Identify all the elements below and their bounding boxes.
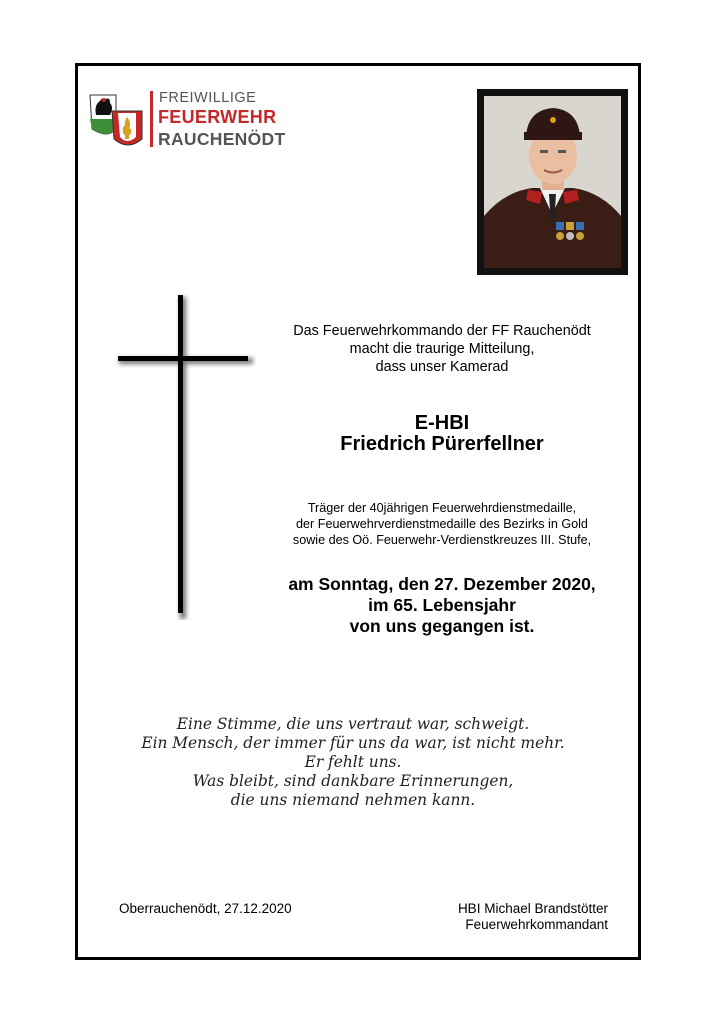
death-notice <box>264 574 620 637</box>
intro-line: Das Feuerwehrkommando der FF Rauchenödt <box>293 323 591 339</box>
portrait-image <box>484 96 621 268</box>
honors-text <box>264 500 620 548</box>
coat-of-arms-icon <box>88 89 144 151</box>
signature-block <box>458 901 608 933</box>
poem-line: Was bleibt, sind dankbare Erinnerungen, <box>192 772 514 790</box>
poem-line: Eine Stimme, die uns vertraut war, schweigt. <box>176 715 530 733</box>
intro-line: macht die traurige Mitteilung, <box>349 341 535 357</box>
deceased-rank: E-HBI <box>414 412 470 434</box>
signature-title: Feuerwehrkommandant <box>465 917 608 932</box>
poem-line: die uns niemand nehmen kann. <box>230 791 476 809</box>
logo-text-freiwillige: FREIWILLIGE <box>159 90 257 106</box>
logo-text-rauchenoedt: RAUCHENÖDT <box>158 129 286 149</box>
honors-line: Träger der 40jährigen Feuerwehrdienstmedaille, <box>307 501 577 515</box>
portrait-photo <box>477 89 628 275</box>
signature-name: HBI Michael Brandstötter <box>457 901 608 916</box>
death-line: am Sonntag, den 27. Dezember 2020, <box>288 574 596 594</box>
poem-line: Er fehlt uns. <box>304 753 402 771</box>
honors-line: der Feuerwehrverdienstmedaille des Bezirks in Gold <box>296 517 588 531</box>
deceased-name: Friedrich Pürerfellner <box>340 433 544 455</box>
intro-line: dass unser Kamerad <box>375 359 509 375</box>
logo-text-feuerwehr: FEUERWEHR <box>158 107 277 127</box>
intro-text <box>264 322 620 376</box>
logo-divider <box>150 91 153 147</box>
death-line: von uns gegangen ist. <box>349 616 535 636</box>
poem-line: Ein Mensch, der immer für uns da war, ist nicht mehr. <box>141 734 565 752</box>
memorial-poem <box>120 715 586 810</box>
fire-brigade-logo <box>88 89 298 151</box>
death-line: im 65. Lebensjahr <box>368 595 516 615</box>
honors-line: sowie des Oö. Feuerwehr-Verdienstkreuzes III. Stufe, <box>292 533 592 547</box>
place-date: Oberrauchenödt, 27.12.2020 <box>119 901 292 916</box>
cross-icon <box>110 290 260 620</box>
